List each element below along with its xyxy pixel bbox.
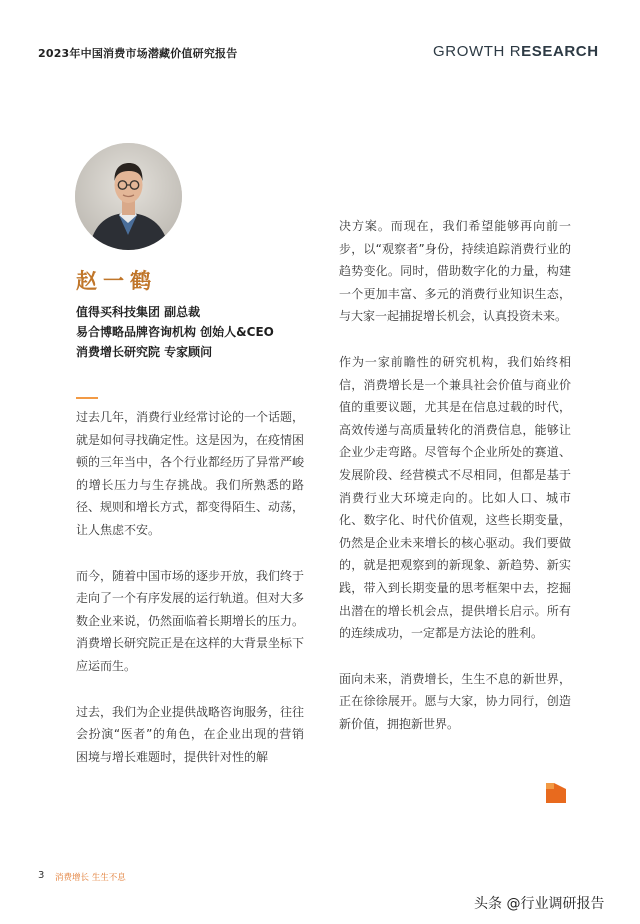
brand-logo [433, 43, 599, 60]
report-title: 2023年中国消费市场潜藏价值研究报告 [38, 47, 238, 60]
article-paragraph: 决方案。而现在，我们希望能够再向前一步，以“观察者”身份，持续追踪消费行业的趋势变化。同时，借助数字化的力量，构建一个更加丰富、多元的消费行业知识生态，与大家一起捕捉增长机会，认真投资未来。 [339, 219, 571, 324]
person-name: 赵一鹤 [76, 269, 157, 293]
portrait-photo [75, 143, 182, 250]
source-watermark: 头条 @行业调研报告 [474, 896, 605, 912]
corner-fold-icon [546, 783, 566, 803]
person-titles [76, 302, 274, 362]
brand-logo-part1: GROWTH R [433, 43, 522, 60]
article-paragraph: 过去，我们为企业提供战略咨询服务，往往会扮演“医者”的角色，在企业出现的营销困境与增长难题时，提供针对性的解 [76, 704, 305, 764]
person-title-line: 值得买科技集团 副总裁 [76, 305, 201, 319]
article-column-left [76, 406, 304, 791]
footer-slogan: 消费增长 生生不息 [55, 873, 126, 883]
brand-logo-part2: ESEARCH [521, 43, 599, 60]
article-paragraph: 而今，随着中国市场的逐步开放，我们终于走向了一个有序发展的运行轨道。但对大多数企业来说，仍然面临着长期增长的压力。消费增长研究院正是在这样的大背景坐标下应运而生。 [76, 568, 305, 673]
person-title-line: 消费增长研究院 专家顾问 [76, 345, 213, 359]
article-column-right [339, 215, 571, 758]
article-paragraph: 过去几年，消费行业经常讨论的一个话题，就是如何寻找确定性。这是因为，在疫情困顿的三年当中，各个行业都经历了异常严峻的增长压力与生存挑战。我们所熟悉的路径、规则和增长方式，都变得陌生、动荡，让人焦虑不安。 [76, 410, 305, 537]
page-number: 3 [38, 870, 45, 881]
article-paragraph: 作为一家前瞻性的研究机构，我们始终相信，消费增长是一个兼具社会价值与商业价值的重要议题，尤其是在信息过载的时代，高效传递与高质量转化的消费信息，能够让企业少走弯路。尽管每个企业所处的赛道、发展阶段、经营模式不尽相同，但都是基于消费行业大环境走向的。比如人口、城市化、数字化、时代价值观，这些长期变量，仍然是企业未来增长的核心驱动。我们要做的，就是把观察到的新现象、新趋势、新实践，带入到长期变量的思考框架中去，挖掘出潜在的增长机会点，提供增长启示。所有的连续成功，一定都是方法论的胜利。 [339, 354, 571, 641]
person-title-line: 易合博略品牌咨询机构 创始人&CEO [76, 325, 274, 339]
accent-divider [76, 397, 98, 399]
article-paragraph: 面向未来，消费增长，生生不息的新世界，正在徐徐展开。愿与大家，协力同行，创造新价值，拥抱新世界。 [339, 671, 571, 731]
avatar [75, 143, 182, 250]
